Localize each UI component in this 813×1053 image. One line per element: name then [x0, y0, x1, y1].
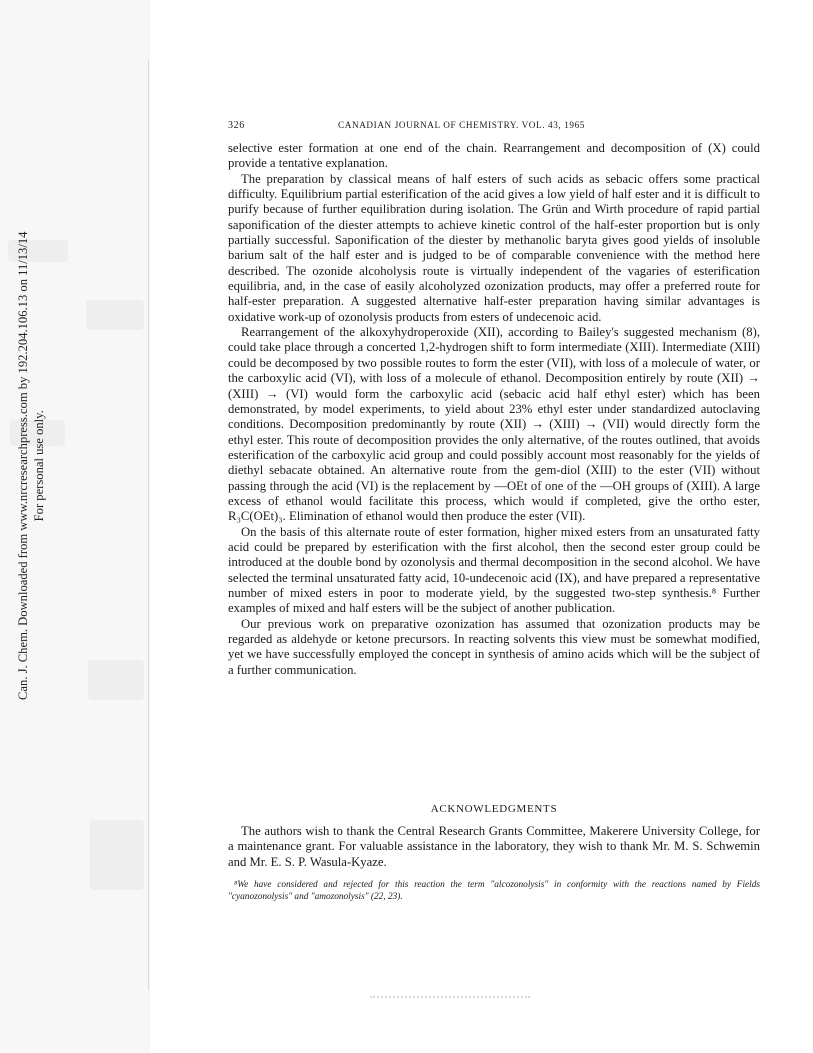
scan-smudge	[88, 660, 144, 700]
scan-noise	[370, 996, 530, 1004]
acknowledgments-text: The authors wish to thank the Central Research Grants Committee, Makerere University College, for a maintenance grant. For valuable assistance in the laboratory, they wish to thank Mr. M. S. Schwemin and Mr. E. S. P. Wasula-Kyaze.	[228, 824, 760, 869]
scan-smudge	[90, 820, 144, 890]
journal-title: CANADIAN JOURNAL OF CHEMISTRY. VOL. 43, 1965	[338, 120, 585, 130]
footnote-text: ⁸We have considered and rejected for this reaction the term "alcozonolysis" in conformity with the reactions named by Fields "cyanozonolysis" and "amozonolysis" (22, 23).	[228, 880, 760, 902]
watermark-line-2: For personal use only.	[32, 410, 46, 522]
paragraph: On the basis of this alternate route of ester formation, higher mixed esters from an unsaturated fatty acid could be prepared by esterification with the first alcohol, then the second ester group could be introduced at the double bond by ozonolysis and thermal decomposition in the second alcohol. We have selected the terminal unsaturated fatty acid, 10-undecenoic acid (IX), and have prepared a representative number of mixed esters in poor to moderate yield, by the suggested two-step synthesis.⁸ Further examples of mixed and half esters will be the subject of another publication.	[228, 524, 760, 616]
article-body	[228, 141, 760, 678]
watermark-line-1: Can. J. Chem. Downloaded from www.nrcresearchpress.com by 192.204.106.13 on 11/13/14	[16, 231, 30, 700]
scan-smudge	[86, 300, 144, 330]
download-watermark	[0, 210, 70, 770]
acknowledgments-heading: ACKNOWLEDGMENTS	[430, 803, 558, 815]
page-number: 326	[228, 120, 245, 131]
paragraph: The preparation by classical means of half esters of such acids as sebacic offers some practical difficulty. Equilibrium partial esterification of the acid gives a low yield of half ester and it is difficult to purify because of further equilibration during isolation. The Grün and Wirth procedure of rapid partial saponification of the diester attempts to achieve kinetic control of the half-ester proportion but is only partially successful. Saponification of the diester by methanolic baryta gives good yields of insoluble barium salt of the half ester and is judged to be of comparable convenience with the method here described. The ozonide alcoholysis route is virtually independent of the vagaries of esterification equilibria, and, in the case of easily alcoholyzed ozonization products, may offer a preferred route for half-ester preparation. A suggested alternative half-ester preparation having similar advantages is oxidative work-up of ozonolysis products from esters of undecenoic acid.	[228, 171, 760, 324]
running-head	[228, 120, 760, 134]
paragraph: Rearrangement of the alkoxyhydroperoxide (XII), according to Bailey's suggested mechanism (8), could take place through a concerted 1,2-hydrogen shift to form intermediate (XIII). Intermediate (XIII) could be decomposed by two possible routes to form the ester (VII), with loss of a molecule of water, or the carboxylic acid (VI), with loss of a molecule of ethanol. Decomposition entirely by route (XII) → (XIII) → (VI) would form the carboxylic acid (sebacic acid half ethyl ester) which has been demonstrated, by model experiments, to yield about 23% ethyl ester under standardized autoclaving conditions. Decomposition predominantly by route (XII) → (XIII) → (VII) would directly form the ethyl ester. This route of decomposition provides the only alternative, of the routes outlined, that avoids esterification of the carboxylic acid group and could possibly account most reasonably for the yields of diethyl sebacate obtained. An alternative route from the gem-diol (XIII) to the ester (VII) without passing through the acid (VI) is the replacement by —OEt of one of the —OH groups of (XIII). A large excess of ethanol would facilitate this process, which would if completed, give the ortho ester, R₃C(OEt)₃. Elimination of ethanol would then produce the ester (VII).	[228, 325, 760, 524]
paragraph: selective ester formation at one end of the chain. Rearrangement and decomposition of (X) could provide a tentative explanation.	[228, 141, 760, 171]
footnote	[228, 880, 760, 903]
margin-rule	[148, 60, 149, 990]
paragraph: Our previous work on preparative ozonization has assumed that ozonization products may be regarded as aldehyde or ketone precursors. In reacting solvents this view must be somewhat modified, yet we have successfully employed the concept in synthesis of amino acids which will be the subject of a further communication.	[228, 616, 760, 677]
acknowledgments-section	[228, 824, 760, 870]
